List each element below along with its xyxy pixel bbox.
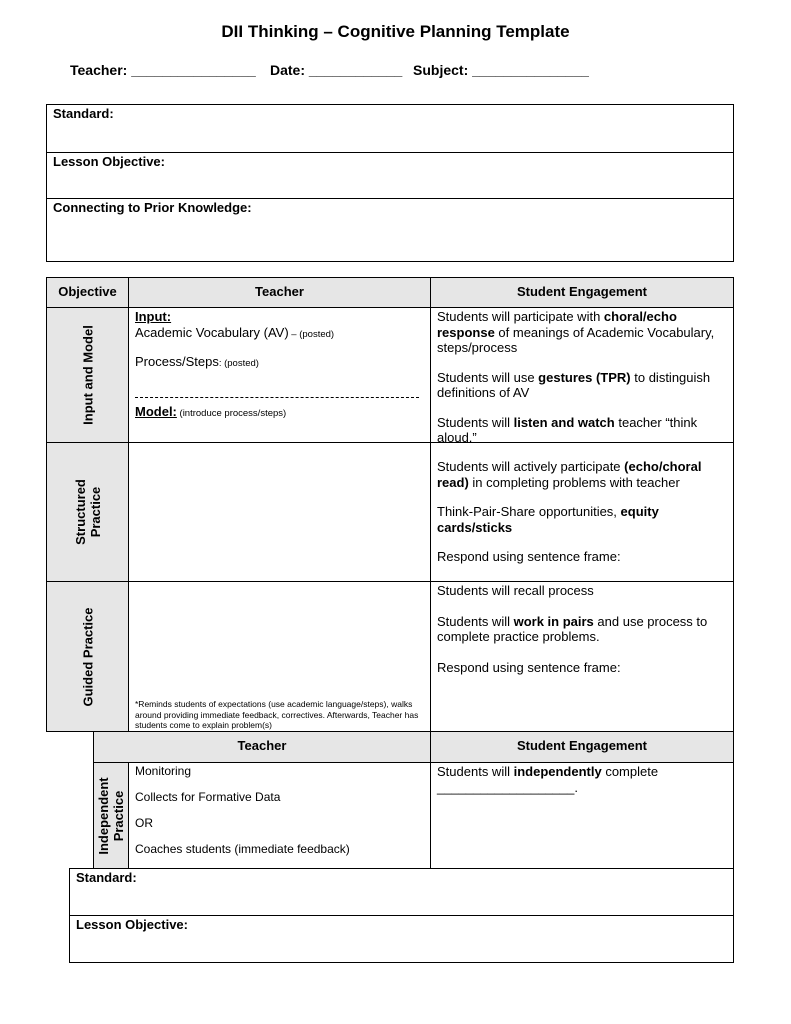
academic-vocab-text: Academic Vocabulary (AV) [135, 324, 289, 340]
independent-practice-label: Independent Practice [96, 776, 126, 855]
engagement-listen: Students will listen and watch teacher “think aloud.” [437, 414, 698, 445]
page-title: DII Thinking – Cognitive Planning Template [221, 22, 570, 41]
independent-teacher-cell[interactable] [128, 762, 431, 869]
structured-label-cell [46, 442, 129, 582]
or-text: OR [135, 816, 153, 830]
process-steps-text: Process/Steps [135, 354, 219, 369]
standard-label: Standard: [53, 106, 114, 121]
process-steps-note: : (posted) [218, 358, 259, 369]
coaches-text: Coaches students (immediate feedback) [135, 842, 350, 856]
structured-teacher-cell[interactable] [128, 442, 431, 582]
engagement-echo: Students will actively participate (echo/choral read) in completing problems with teacher [437, 459, 702, 490]
prior-knowledge-row[interactable] [47, 199, 733, 261]
standard-row[interactable] [47, 105, 733, 153]
input-model-label-cell [46, 307, 129, 443]
model-note: (introduce process/steps) [176, 408, 287, 419]
engagement-guided-frame: Respond using sentence frame: [437, 659, 621, 675]
teacher-header: Teacher [128, 277, 431, 308]
subject-field[interactable]: Subject: _______________ [413, 62, 589, 78]
objective-header: Objective [46, 277, 129, 308]
input-model-engagement-cell[interactable] [430, 307, 734, 443]
engagement-independent: Students will independently complete [437, 764, 659, 779]
bottom-standard-label: Standard: [76, 870, 137, 885]
teacher-field[interactable]: Teacher: ________________ [70, 62, 256, 78]
structured-engagement-cell[interactable] [430, 442, 734, 582]
model-label: Model: [135, 404, 177, 419]
bottom-objective-label: Lesson Objective: [76, 917, 188, 932]
bottom-objective-row[interactable] [69, 915, 734, 963]
guided-label-cell [46, 581, 129, 732]
independent-engagement-header: Student Engagement [430, 731, 734, 763]
independent-teacher-header: Teacher [93, 731, 431, 763]
guided-engagement-cell[interactable] [430, 581, 734, 732]
input-label: Input: [135, 309, 172, 324]
engagement-choral: Students will participate with choral/echo response of meanings of Academic Vocabulary, steps/process [437, 309, 715, 355]
engagement-pairs: Students will work in pairs and use process to complete practice problems. [437, 613, 708, 644]
guided-teacher-cell[interactable] [128, 581, 431, 732]
engagement-gestures: Students will use gestures (TPR) to distinguish definitions of AV [437, 369, 711, 400]
engagement-blank[interactable]: ___________________. [437, 779, 578, 795]
date-field[interactable]: Date: ____________ [270, 62, 403, 78]
lesson-objective-label: Lesson Objective: [53, 154, 165, 169]
academic-vocab-note: – (posted) [288, 328, 335, 340]
engagement-recall: Students will recall process [437, 583, 594, 598]
guided-teacher-note: *Reminds students of expectations (use academic language/steps), walks around providing immediate feedback, correctives. Afterwards, Teacher has students come to explain problem(s) [135, 699, 419, 730]
monitoring-text: Monitoring [135, 764, 192, 778]
bottom-standard-row[interactable] [69, 868, 734, 916]
engagement-think-pair: Think-Pair-Share opportunities, equity cards/sticks [437, 504, 659, 535]
lesson-objective-row[interactable] [47, 153, 733, 199]
input-model-label: Input and Model [80, 325, 95, 425]
lesson-info-box [46, 104, 734, 262]
guided-practice-label: Guided Practice [80, 607, 95, 706]
formative-data-text: Collects for Formative Data [135, 790, 281, 804]
independent-label-cell [93, 762, 129, 869]
prior-knowledge-label: Connecting to Prior Knowledge: [53, 200, 252, 215]
engagement-header: Student Engagement [430, 277, 734, 308]
independent-engagement-cell[interactable] [430, 762, 734, 869]
input-model-teacher-cell[interactable] [128, 307, 431, 443]
structured-practice-label: Structured Practice [72, 479, 103, 545]
dashed-divider [135, 397, 419, 398]
engagement-sentence-frame: Respond using sentence frame: [437, 549, 621, 564]
